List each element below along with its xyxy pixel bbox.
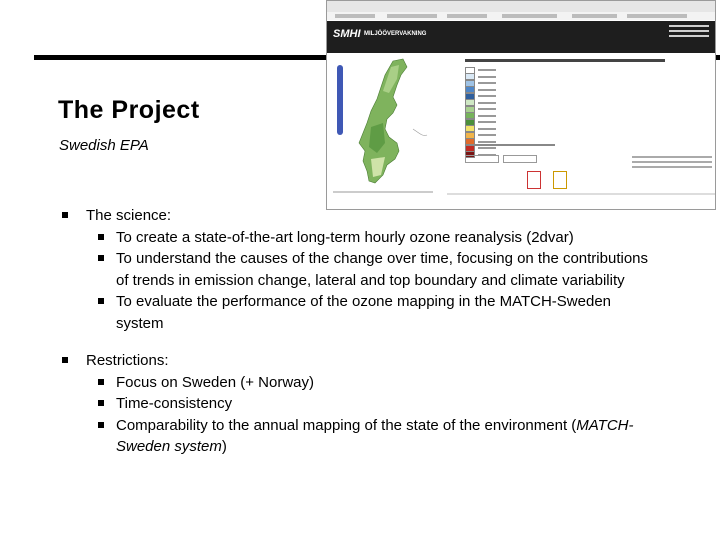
legend-label <box>478 141 496 143</box>
legend-label <box>478 121 496 123</box>
slide-subtitle: Swedish EPA <box>59 137 149 154</box>
map-scale-bar <box>333 191 433 193</box>
website-screenshot <box>326 0 716 210</box>
bullet-marker <box>98 298 104 304</box>
sub-bullet <box>60 248 660 291</box>
bullet-marker <box>98 422 104 428</box>
sub-bullet-end: ) <box>221 438 227 455</box>
legend-label <box>478 128 496 130</box>
map-controls <box>465 144 555 168</box>
info-text <box>632 156 712 171</box>
bullet-science <box>60 205 660 227</box>
sweden-map <box>327 53 447 193</box>
sub-bullet <box>60 372 660 394</box>
bullet-marker <box>62 357 68 363</box>
legend-label <box>478 102 496 104</box>
sub-bullet-text: To create a state-of-the-art long-term hourly ozone reanalysis (2dvar) <box>116 228 574 246</box>
legend-label <box>478 95 496 97</box>
bookmark-chip <box>502 14 557 18</box>
bullet-marker <box>98 379 104 385</box>
select-box <box>465 155 499 163</box>
legend-label <box>478 134 496 136</box>
bookmark-chip <box>572 14 617 18</box>
bookmark-chip <box>387 14 437 18</box>
document-icon <box>553 171 567 189</box>
sub-bullet-text: Focus on Sweden (+ Norway) <box>116 373 315 391</box>
bullet-content <box>60 205 660 458</box>
pdf-icon <box>527 171 541 189</box>
bookmark-chip <box>627 14 687 18</box>
legend-label <box>478 76 496 78</box>
smhi-logo: SMHI <box>333 28 361 40</box>
legend-heading <box>465 59 665 62</box>
sub-bullet <box>60 227 660 249</box>
bookmark-chip <box>447 14 487 18</box>
sub-bullet-text: To understand the causes of the change over time, focusing on the contributions of trends in emission change, lateral and top boundary and climate variability <box>116 250 649 289</box>
select-box <box>503 155 537 163</box>
bullet-label: The science: <box>86 207 172 224</box>
sub-bullet <box>60 415 660 458</box>
bullet-marker <box>98 234 104 240</box>
sub-bullet <box>60 393 660 415</box>
banner-links <box>669 25 709 40</box>
sub-bullet-text: Time-consistency <box>116 395 233 412</box>
legend-label <box>478 69 496 71</box>
bookmark-chip <box>335 14 375 18</box>
bullet-label: Restrictions: <box>86 352 169 369</box>
sub-bullet <box>60 291 660 334</box>
bullet-marker <box>62 212 68 218</box>
legend-label <box>478 82 496 84</box>
legend-label <box>478 115 496 117</box>
bullet-restrictions <box>60 350 660 372</box>
slide-title: The Project <box>58 96 200 124</box>
site-banner <box>327 21 715 53</box>
sub-bullet-text: To evaluate the performance of the ozone mapping in the MATCH-Sweden system <box>116 293 611 332</box>
bullet-marker <box>98 255 104 261</box>
site-footer <box>447 193 716 195</box>
site-section-title: MILJÖÖVERVAKNING <box>364 31 427 37</box>
legend-label <box>478 89 496 91</box>
bullet-marker <box>98 400 104 406</box>
sub-bullet-text: Comparability to the annual mapping of the state of the environment ( <box>116 416 577 434</box>
map-zoom-slider <box>337 65 343 135</box>
browser-address-bar <box>327 1 715 12</box>
sub-bullet-italic: MATCH-Sweden system <box>116 416 634 455</box>
legend-label <box>478 108 496 110</box>
